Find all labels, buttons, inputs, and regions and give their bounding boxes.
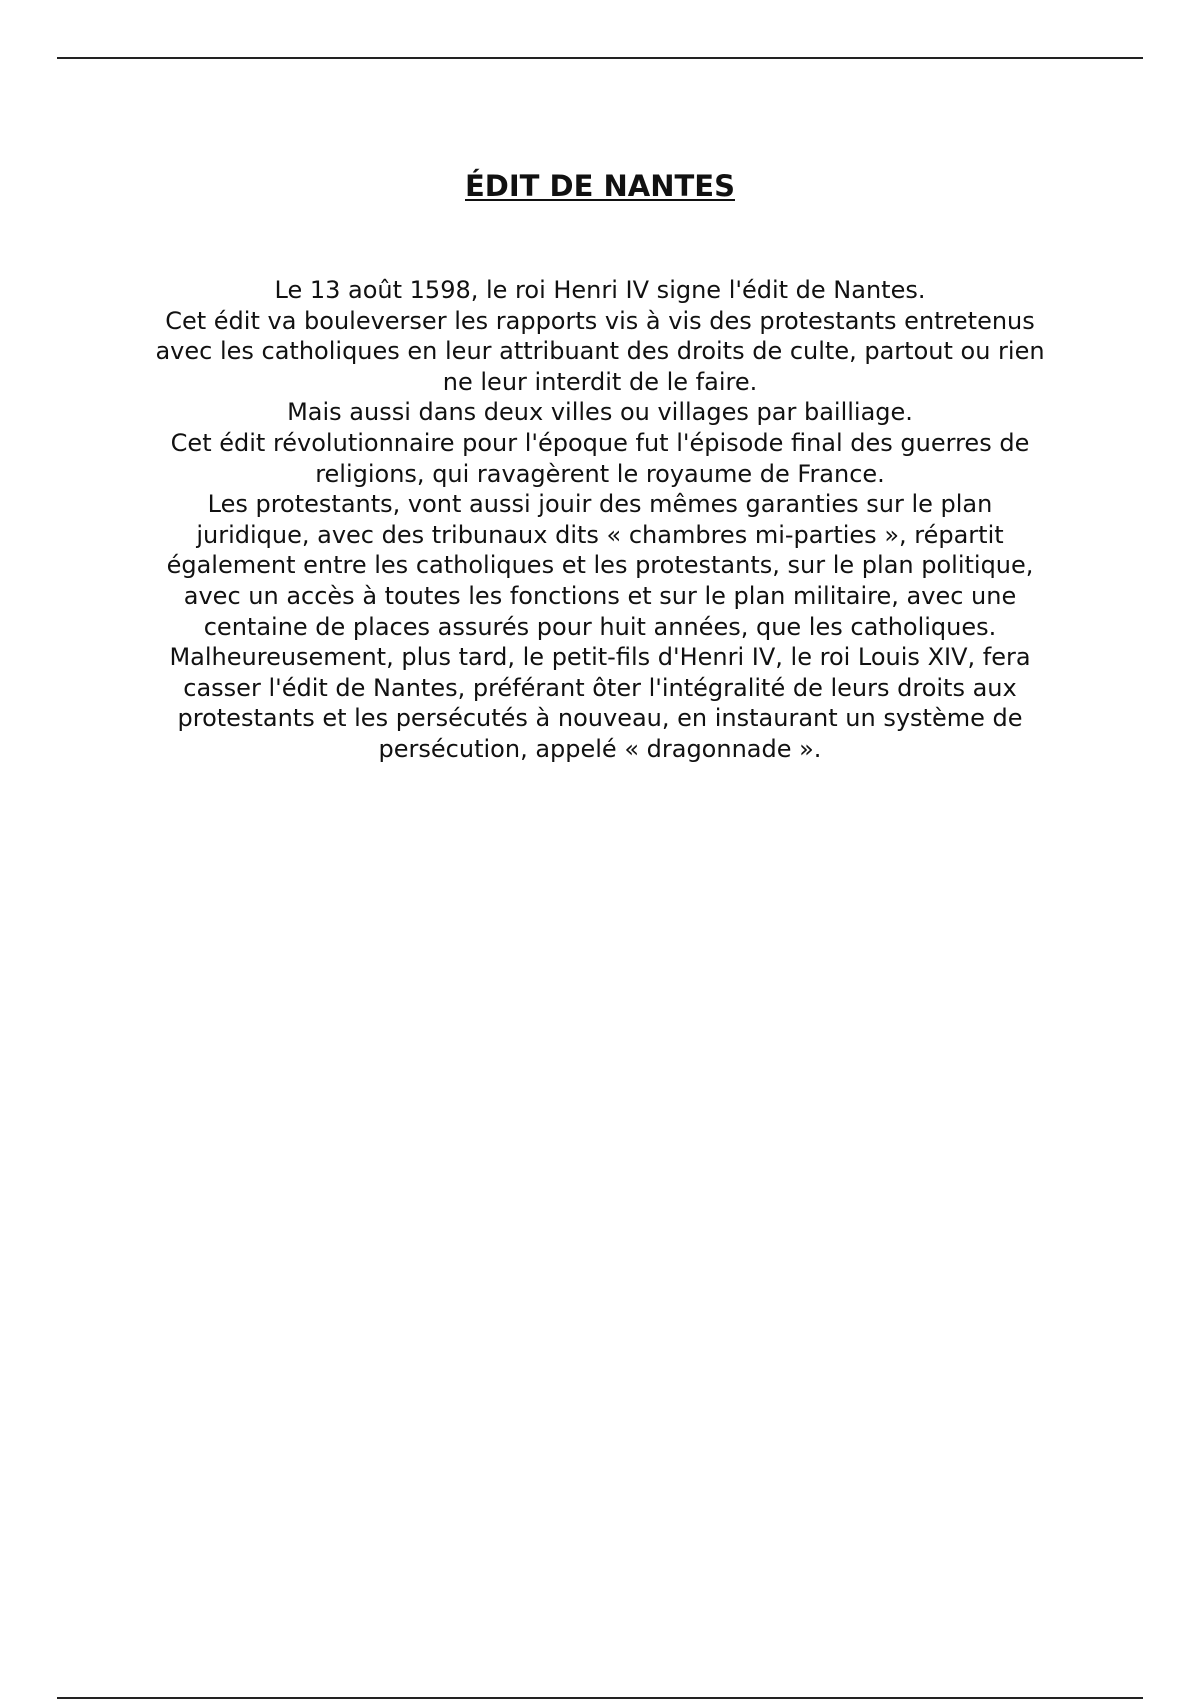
body-line: Malheureusement, plus tard, le petit-fils d'Henri IV, le roi Louis XIV, fera [169,643,1031,672]
top-rule [57,57,1143,59]
body-line: avec les catholiques en leur attribuant des droits de culte, partout ou rien [155,337,1045,366]
page-title-text: ÉDIT DE NANTES [465,169,735,203]
body-line: centaine de places assurés pour huit années, que les catholiques. [203,612,997,641]
body-line: Le 13 août 1598, le roi Henri IV signe l'édit de Nantes. [274,276,926,304]
body-line: également entre les catholiques et les protestants, sur le plan politique, [166,551,1034,580]
page-title [0,168,1200,204]
body-line: avec un accès à toutes les fonctions et sur le plan militaire, avec une [183,581,1017,610]
document-body [100,275,1100,765]
body-line: Les protestants, vont aussi jouir des mêmes garanties sur le plan [207,490,993,519]
body-line: Mais aussi dans deux villes ou villages par bailliage. [287,398,913,427]
body-line: persécution, appelé « dragonnade ». [378,734,822,763]
body-line: casser l'édit de Nantes, préférant ôter l'intégralité de leurs droits aux [183,673,1017,702]
body-line: ne leur interdit de le faire. [442,367,758,396]
body-line: protestants et les persécutés à nouveau, en instaurant un système de [177,704,1023,733]
body-line: Cet édit révolutionnaire pour l'époque fut l'épisode final des guerres de [170,428,1030,457]
bottom-rule [57,1697,1143,1699]
body-line: juridique, avec des tribunaux dits « chambres mi-parties », répartit [196,520,1004,549]
body-line: religions, qui ravagèrent le royaume de France. [315,459,885,488]
body-line: Cet édit va bouleverser les rapports vis à vis des protestants entretenus [165,306,1035,335]
